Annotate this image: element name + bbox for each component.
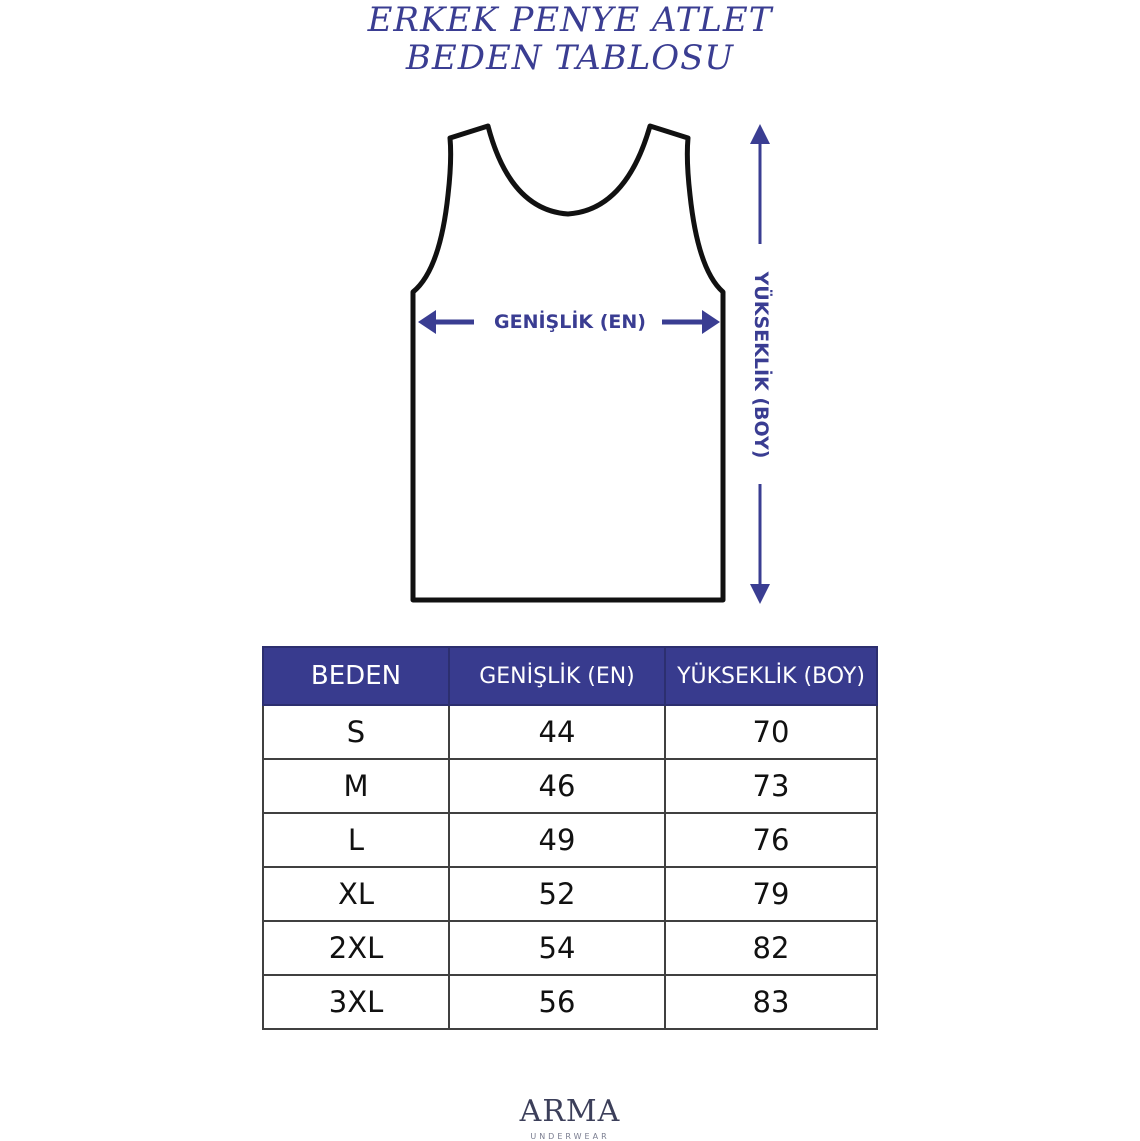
brand-logo: ARMA xyxy=(519,1094,621,1129)
cell-height: 79 xyxy=(665,867,877,921)
table-row xyxy=(263,921,877,975)
title-line-2: BEDEN TABLOSU xyxy=(405,38,735,78)
title-line-1: ERKEK PENYE ATLET xyxy=(367,0,773,40)
table-row xyxy=(263,813,877,867)
cell-width: 49 xyxy=(449,813,665,867)
cell-height: 70 xyxy=(665,705,877,759)
cell-size: 3XL xyxy=(263,975,449,1029)
brand-logo-subtitle: UNDERWEAR xyxy=(530,1132,610,1141)
table-row xyxy=(263,867,877,921)
cell-height: 83 xyxy=(665,975,877,1029)
table-header-row xyxy=(263,647,877,705)
cell-size: M xyxy=(263,759,449,813)
header-size: BEDEN xyxy=(263,647,449,705)
table-row xyxy=(263,759,877,813)
cell-width: 46 xyxy=(449,759,665,813)
cell-size: 2XL xyxy=(263,921,449,975)
cell-width: 52 xyxy=(449,867,665,921)
cell-height: 82 xyxy=(665,921,877,975)
cell-width: 44 xyxy=(449,705,665,759)
tank-top-outline xyxy=(413,126,723,600)
cell-size: S xyxy=(263,705,449,759)
cell-width: 56 xyxy=(449,975,665,1029)
cell-size: XL xyxy=(263,867,449,921)
cell-size: L xyxy=(263,813,449,867)
header-height: YÜKSEKLİK (BOY) xyxy=(665,647,877,705)
width-label: GENİŞLİK (EN) xyxy=(494,311,646,333)
cell-width: 54 xyxy=(449,921,665,975)
size-table xyxy=(262,646,878,1030)
height-arrowhead-bottom xyxy=(750,584,770,604)
table-row xyxy=(263,705,877,759)
table-row xyxy=(263,975,877,1029)
cell-height: 73 xyxy=(665,759,877,813)
height-label: YÜKSEKLİK (BOY) xyxy=(750,271,772,459)
cell-height: 76 xyxy=(665,813,877,867)
header-width: GENİŞLİK (EN) xyxy=(449,647,665,705)
height-arrowhead-top xyxy=(750,124,770,144)
